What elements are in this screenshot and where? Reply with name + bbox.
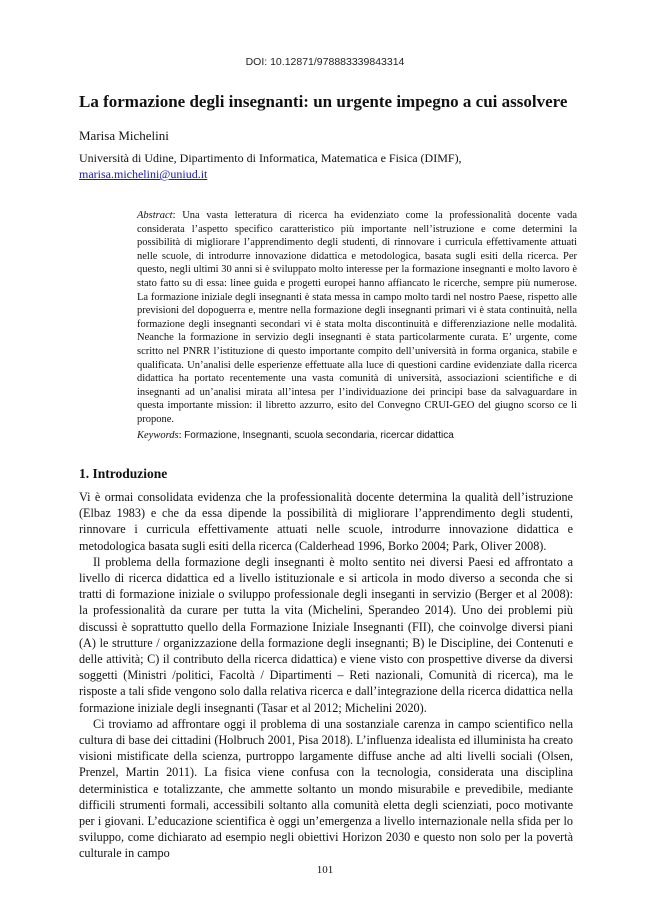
keywords-label: Keywords bbox=[137, 430, 179, 441]
author-name: Marisa Michelini bbox=[79, 128, 169, 143]
abstract bbox=[137, 209, 577, 427]
keywords-text: Formazione, Insegnanti, scuola secondaria, ricercar didattica bbox=[184, 430, 454, 441]
author-email-link[interactable]: marisa.michelini@uniud.it bbox=[79, 167, 208, 181]
doi-header: DOI: 10.12871/978883339843314 bbox=[245, 56, 405, 68]
paper-title: La formazione degli insegnanti: un urgente impegno a cui assolvere bbox=[79, 92, 568, 111]
author-affiliation: Università di Udine, Dipartimento di Informatica, Matematica e Fisica (DIMF), bbox=[79, 151, 462, 165]
body-text bbox=[79, 489, 573, 862]
abstract-label: Abstract bbox=[137, 210, 173, 221]
abstract-text: : Una vasta letteratura di ricerca ha evidenziato come la professionalità docente vada considerata l’aspetto specifico caratteristico più importante nell’istruzione e come determini la possibilità di migliorare l’apprendimento degli studenti, di rinnovare i curricula effettivamente attuati nelle scuole, di introdurre innovazione didattica e metodologica, basata sugli esiti della ricerca. Per questo, negli ultimi 30 anni si è sviluppato molto interesse per la formazione insegnanti e molto lavoro è stato fatto su di essa: linee guida e progetti europei hanno affiancato le ricerche, sempre più numerose. La formazione iniziale degli insegnanti è stata messa in campo molto tardi nel nostro Paese, rispetto alle previsioni del dopoguerra e, mentre nella formazione degli insegnanti primari vi è stata continuità, nella formazione degli insegnanti secondari vi è stata molta discontinuità e differenziazione nelle modalità. Neanche la formazione in servizio degli insegnanti è stata particolarmente curata. E’ urgente, come scritto nel PNRR l’istituzione di questo importante compito dell’università in forma organica, stabile e qualificata. Un’analisi delle esperienze effettuate alla luce di questioni cardine evidenziate dalla ricerca didattica ha portato recentemente una vasta comunità di università, associazioni scientifiche e di insegnanti ad un’analisi mirata all’intesa per l’individuazione dei principi base da salvaguardare in questa importante mission: il libretto azzurro, esito del Convegno CRUI-GEO del giugno scorso ce li propone. bbox=[137, 210, 577, 425]
paragraph: Vi è ormai consolidata evidenza che la professionalità docente determina la qualità dell’istruzione (Elbaz 1983) e che da essa dipende la possibilità di migliorare l’apprendimento degli studenti, rinnovare i curricula effettivamente attuati nelle scuole, introdurre innovazione didattica e metodologica basata sugli esiti della ricerca (Calderhead 1996, Borko 2004; Park, Oliver 2008). bbox=[79, 490, 573, 553]
paragraph: Ci troviamo ad affrontare oggi il problema di una sostanziale carenza in campo scientifico nella cultura di base dei cittadini (Holbruch 2001, Pisa 2018). L’influenza idealista ed illuminista ha creato visioni mistificate della scienza, purtroppo largamente diffuse anche ad alti livelli sociali (Olsen, Prenzel, Martin 2011). La fisica viene confusa con la tecnologia, considerata una disciplina deterministica e totalizzante, che ammette soltanto un mondo misurabile e prevedibile, mediante difficili strumenti formali, accessibili soltanto alla comunità eletta degli scienziati, poco motivante per i giovani. L’educazione scientifica è oggi un’emergenza a livello internazionale nella sfida per lo sviluppo, come dichiarato ad esempio negli obiettivi Horizon 2030 e questo non solo per la povertà culturale in campo bbox=[79, 716, 573, 861]
page-number: 101 bbox=[316, 864, 334, 876]
keywords-colon: : bbox=[178, 430, 185, 441]
keywords bbox=[137, 430, 577, 441]
paragraph: Il problema della formazione degli insegnanti è molto sentito nei diversi Paesi ed affrontato a livello di ricerca didattica ed a livello istituzionale e si articola in modo diverso a seconda che si tratti di formazione iniziale o sviluppo professionale degli inseganti in servizio (Berger et al 2008): la professionalità da curare per tutta la vita (Michelini, Sperandeo 2014). Uno dei problemi più discussi è soprattutto quello della Formazione Iniziale Insegnanti (FII), che coinvolge diversi piani (A) le strutture / organizzazione della formazione degli insegnanti; B) le Discipline, dei Contenuti e delle attività; C) il contributo della ricerca didattica) e viene visto con prospettive diverse da diversi soggetti (Ministri /politici, Facoltà / Dipartimenti – Reti nazionali, Comunità di ricerca), ma le risposte a tali sfide vengono solo dalla relativa ricerca e dall’integrazione della ricerca didattica nella formazione iniziale degli insegnanti (Tasar et al 2012; Michelini 2020). bbox=[79, 554, 573, 715]
section-heading: 1. Introduzione bbox=[79, 466, 168, 481]
